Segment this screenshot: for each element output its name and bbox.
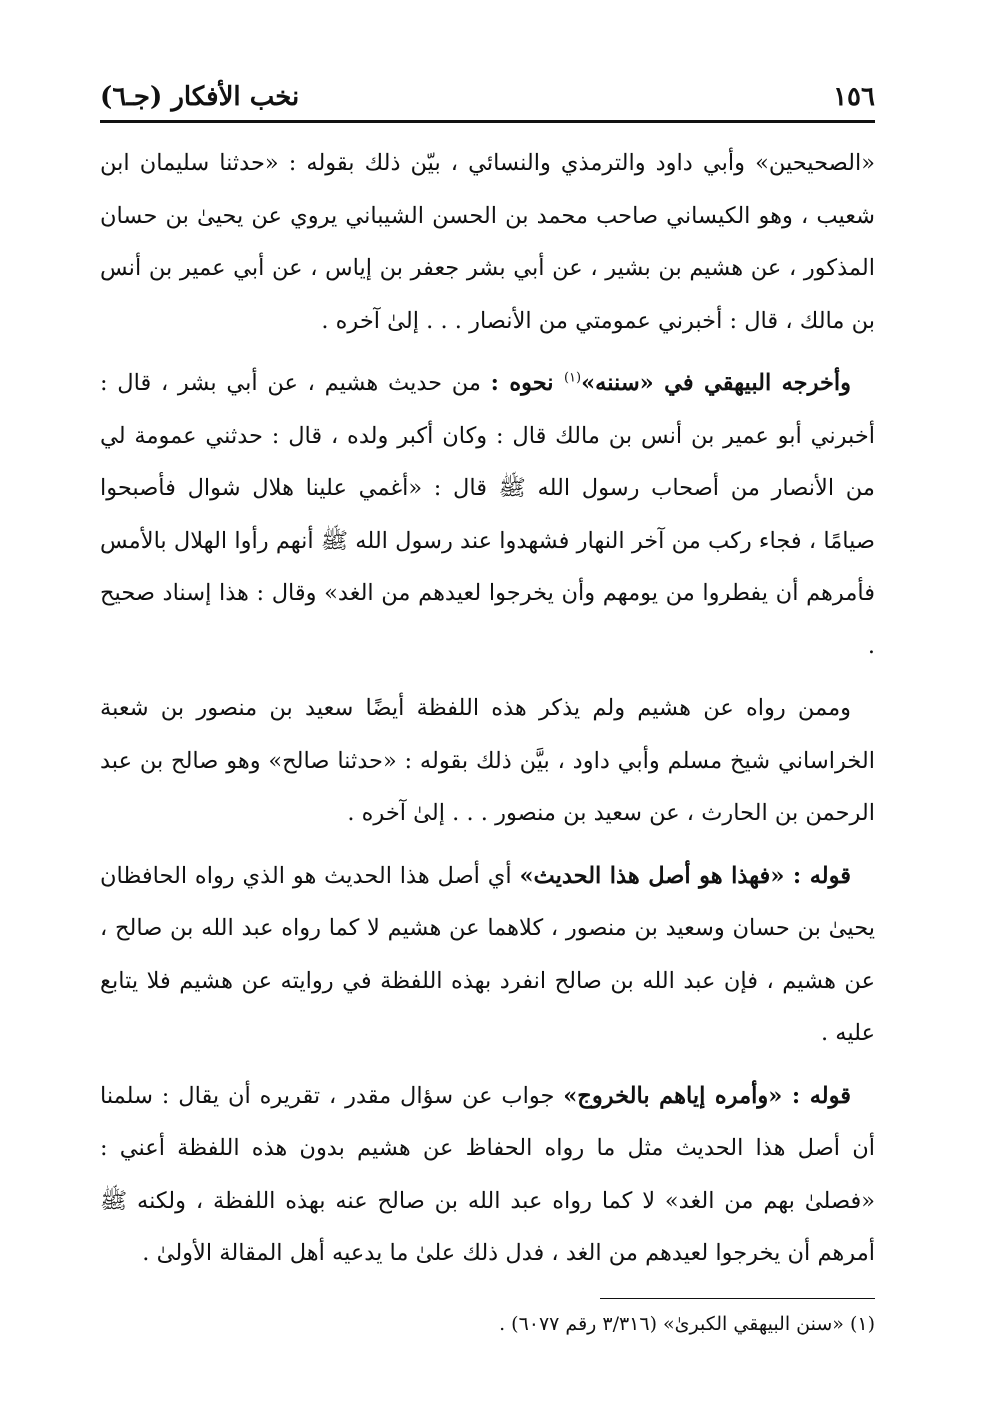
paragraph-lead-continued: نحوه : xyxy=(490,370,564,396)
paragraph-lead: وأخرجه البيهقي في «سننه» xyxy=(581,370,852,396)
paragraph-lead: قوله : «فهذا هو أصل هذا الحديث» xyxy=(519,862,851,889)
footnote xyxy=(100,1309,875,1339)
running-header xyxy=(100,78,875,116)
book-title: نخب الأفكار (جـ٦) xyxy=(100,82,300,112)
paragraph-text: وممن رواه عن هشيم ولم يذكر هذه اللفظة أيضًا سعيد بن منصور بن شعبة الخراساني شيخ مسلم وأبي داود ، بيَّن ذلك بقوله : «حدثنا صالح» وهو صالح بن عبد الرحمن بن الحارث ، عن سعيد بن منصور . . . إلىٰ آخره . xyxy=(100,695,875,826)
paragraph-3 xyxy=(100,682,875,840)
body-text xyxy=(100,137,875,1280)
paragraph-5 xyxy=(100,1070,875,1280)
paragraph-text: «الصحيحين» وأبي داود والترمذي والنسائي ، بيّن ذلك بقوله : «حدثنا سليمان ابن شعيب ، وهو الكيساني صاحب محمد بن الحسن الشيباني يروي عن يحيىٰ بن حسان المذكور ، عن هشيم بن بشير ، عن أبي بشر جعفر بن إياس ، عن أبي عمير بن أنس بن مالك ، قال : أخبرني عمومتي من الأنصار . . . إلىٰ آخره . xyxy=(100,150,875,334)
page-number: ١٥٦ xyxy=(833,82,875,112)
footnote-rule xyxy=(600,1298,875,1299)
header-rule xyxy=(100,120,875,123)
paragraph-4 xyxy=(100,850,875,1060)
footnote-text: «سنن البيهقي الكبرىٰ» (٣/٣١٦ رقم ٦٠٧٧) . xyxy=(499,1312,850,1335)
paragraph-text: من حديث هشيم ، عن أبي بشر ، قال : أخبرني أبو عمير بن أنس بن مالك قال : وكان أكبر ولده ، قال : حدثني عمومة لي من الأنصار من أصحاب رسول الله ﷺ قال : «أغمي علينا هلال شوال فأصبحوا صيامًا ، فجاء ركب من آخر النهار فشهدوا عند رسول الله ﷺ أنهم رأوا الهلال بالأمس فأمرهم أن يفطروا من يومهم وأن يخرجوا لعيدهم من الغد» وقال : هذا إسناد صحيح . xyxy=(100,370,875,659)
paragraph-2 xyxy=(100,357,875,672)
footnote-number: (١) xyxy=(849,1312,875,1335)
book-page xyxy=(100,78,875,1339)
paragraph-lead: قوله : «وأمره إياهم بالخروج» xyxy=(563,1082,851,1109)
paragraph-text: جواب عن سؤال مقدر ، تقريره أن يقال : سلمنا أن أصل هذا الحديث مثل ما رواه الحفاظ عن هشيم بدون هذه اللفظة أعني : «فصلىٰ بهم من الغد» لا كما رواه عبد الله بن صالح عنه بهذه اللفظة ، ولكنه ﷺ أمرهم أن يخرجوا لعيدهم من الغد ، فدل ذلك علىٰ ما يدعيه أهل المقالة الأولىٰ . xyxy=(100,1082,875,1266)
paragraph-1 xyxy=(100,137,875,347)
footnote-marker[interactable]: (١) xyxy=(563,370,582,386)
paragraph-text: أي أصل هذا الحديث هو الذي رواه الحافظان يحيىٰ بن حسان وسعيد بن منصور ، كلاهما عن هشيم لا كما رواه عبد الله بن صالح ، عن هشيم ، فإن عبد الله بن صالح انفرد بهذه اللفظة في روايته عن هشيم فلا يتابع عليه . xyxy=(100,862,875,1046)
